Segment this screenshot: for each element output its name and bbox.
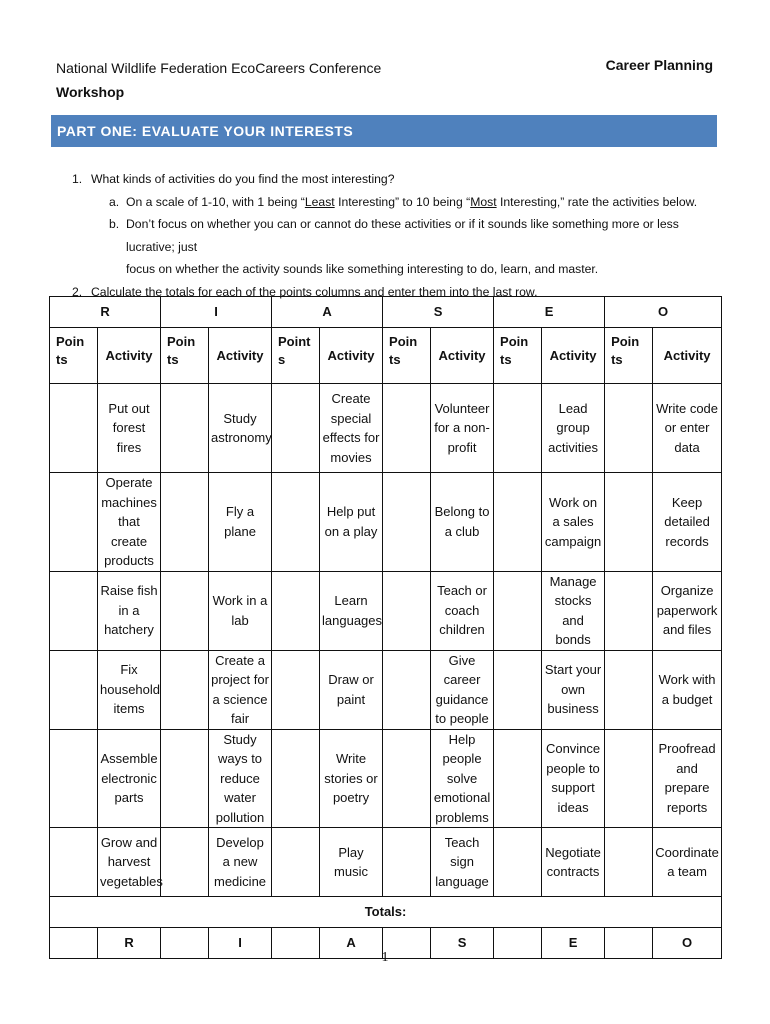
points-input-cell[interactable] <box>383 650 431 729</box>
page-number: 1 <box>381 950 389 965</box>
points-input-cell[interactable] <box>272 828 320 897</box>
total-category-label: I <box>209 928 272 959</box>
points-header: Point s <box>272 328 320 384</box>
activity-cell: Work with a budget <box>653 650 722 729</box>
category-header: I <box>161 297 272 328</box>
activity-header: Activity <box>431 328 494 384</box>
column-header-row <box>50 328 722 384</box>
activity-header: Activity <box>209 328 272 384</box>
points-input-cell[interactable] <box>494 828 542 897</box>
points-input-cell[interactable] <box>272 473 320 572</box>
totals-label: Totals: <box>50 897 722 928</box>
points-header: Poin ts <box>494 328 542 384</box>
category-row <box>50 297 722 328</box>
activity-cell: Fix household items <box>98 650 161 729</box>
points-input-cell[interactable] <box>383 828 431 897</box>
points-input-cell[interactable] <box>50 384 98 473</box>
activity-header: Activity <box>320 328 383 384</box>
instruction-text: On a scale of 1-10, with 1 being “ <box>126 194 305 209</box>
activity-cell: Teach sign language <box>431 828 494 897</box>
points-input-cell[interactable] <box>161 571 209 650</box>
category-header: O <box>605 297 722 328</box>
activity-cell: Study astronomy <box>209 384 272 473</box>
points-input-cell[interactable] <box>272 571 320 650</box>
points-input-cell[interactable] <box>50 828 98 897</box>
points-input-cell[interactable] <box>605 473 653 572</box>
activity-cell: Create a project for a science fair <box>209 650 272 729</box>
points-input-cell[interactable] <box>161 828 209 897</box>
activity-cell: Write stories or poetry <box>320 729 383 828</box>
total-category-label: E <box>542 928 605 959</box>
activity-cell: Create special effects for movies <box>320 384 383 473</box>
points-input-cell[interactable] <box>605 828 653 897</box>
activity-cell: Keep detailed records <box>653 473 722 572</box>
instruction-number: 1. <box>72 172 83 186</box>
activity-cell: Learn languages <box>320 571 383 650</box>
total-category-label: O <box>653 928 722 959</box>
instruction-letter: b. <box>109 217 120 231</box>
activity-cell: Organize paperwork and files <box>653 571 722 650</box>
points-input-cell[interactable] <box>161 650 209 729</box>
points-input-cell[interactable] <box>50 650 98 729</box>
points-input-cell[interactable] <box>383 729 431 828</box>
instructions <box>72 168 712 303</box>
instruction-1a <box>72 191 712 214</box>
points-input-cell[interactable] <box>494 571 542 650</box>
activity-cell: Assemble electronic parts <box>98 729 161 828</box>
instruction-text: Interesting,” rate the activities below. <box>496 194 698 209</box>
points-input-cell[interactable] <box>161 473 209 572</box>
category-header: S <box>383 297 494 328</box>
points-input-cell[interactable] <box>605 384 653 473</box>
total-category-label: R <box>98 928 161 959</box>
activity-cell: Convince people to support ideas <box>542 729 605 828</box>
instruction-text: What kinds of activities do you find the most interesting? <box>91 172 395 186</box>
activity-cell: Help put on a play <box>320 473 383 572</box>
points-input-cell[interactable] <box>50 473 98 572</box>
activity-cell: Raise fish in a hatchery <box>98 571 161 650</box>
category-header: A <box>272 297 383 328</box>
activity-cell: Lead group activities <box>542 384 605 473</box>
instruction-letter: a. <box>109 194 120 209</box>
interest-table <box>49 296 722 959</box>
total-category-label: A <box>320 928 383 959</box>
instruction-text: focus on whether the activity sounds like something interesting to do, learn, and master. <box>126 262 599 276</box>
instruction-text: Don’t focus on whether you can or cannot do these activities or if it sounds like something more or less lucrative; just <box>126 217 679 254</box>
activity-cell: Coordinate a team <box>653 828 722 897</box>
instruction-number: 2. <box>72 284 83 299</box>
points-input-cell[interactable] <box>383 473 431 572</box>
activity-cell: Teach or coach children <box>431 571 494 650</box>
workshop-label: Workshop <box>56 84 125 100</box>
activity-cell: Give career guidance to people <box>431 650 494 729</box>
points-input-cell[interactable] <box>494 384 542 473</box>
activity-cell: Help people solve emotional problems <box>431 729 494 828</box>
table-row <box>50 729 722 828</box>
points-header: Poin ts <box>161 328 209 384</box>
activity-cell: Grow and harvest vegetables <box>98 828 161 897</box>
points-input-cell[interactable] <box>494 473 542 572</box>
instruction-text: Interesting” to 10 being “ <box>334 194 471 209</box>
points-header: Poin ts <box>50 328 98 384</box>
underlined-word: Least <box>304 194 335 209</box>
activity-cell: Work in a lab <box>209 571 272 650</box>
activity-cell: Negotiate contracts <box>542 828 605 897</box>
instruction-text: Calculate the totals for each of the points columns and enter them into the last row. <box>91 284 538 299</box>
conference-name: National Wildlife Federation EcoCareers Conference <box>56 60 382 76</box>
activity-cell: Operate machines that create products <box>98 473 161 572</box>
table-row <box>50 473 722 572</box>
points-input-cell[interactable] <box>50 729 98 828</box>
points-input-cell[interactable] <box>605 571 653 650</box>
points-input-cell[interactable] <box>161 729 209 828</box>
totals-row <box>50 897 722 928</box>
activity-cell: Draw or paint <box>320 650 383 729</box>
underlined-word: Most <box>470 194 497 209</box>
activity-cell: Fly a plane <box>209 473 272 572</box>
points-input-cell[interactable] <box>50 571 98 650</box>
activity-cell: Start your own business <box>542 650 605 729</box>
activity-cell: Volunteer for a non-profit <box>431 384 494 473</box>
activity-cell: Play music <box>320 828 383 897</box>
points-input-cell[interactable] <box>272 729 320 828</box>
points-input-cell[interactable] <box>605 650 653 729</box>
points-input-cell[interactable] <box>272 384 320 473</box>
table-row <box>50 828 722 897</box>
activity-cell: Proofread and prepare reports <box>653 729 722 828</box>
category-header: R <box>50 297 161 328</box>
activity-header: Activity <box>98 328 161 384</box>
activity-cell: Put out forest fires <box>98 384 161 473</box>
instruction-1b <box>72 213 712 281</box>
activity-header: Activity <box>542 328 605 384</box>
header-right-title: Career Planning <box>605 57 713 73</box>
header-left <box>56 56 381 104</box>
activity-cell: Write code or enter data <box>653 384 722 473</box>
points-input-cell[interactable] <box>383 571 431 650</box>
points-header: Poin ts <box>605 328 653 384</box>
activity-header: Activity <box>653 328 722 384</box>
table-row <box>50 650 722 729</box>
points-input-cell[interactable] <box>494 729 542 828</box>
table-row <box>50 384 722 473</box>
total-category-label: S <box>431 928 494 959</box>
section-banner: PART ONE: EVALUATE YOUR INTERESTS <box>51 115 717 147</box>
points-input-cell[interactable] <box>161 384 209 473</box>
activity-cell: Manage stocks and bonds <box>542 571 605 650</box>
points-header: Poin ts <box>383 328 431 384</box>
points-input-cell[interactable] <box>494 650 542 729</box>
activity-cell: Develop a new medicine <box>209 828 272 897</box>
activity-cell: Work on a sales campaign <box>542 473 605 572</box>
points-input-cell[interactable] <box>605 729 653 828</box>
activity-cell: Belong to a club <box>431 473 494 572</box>
table-row <box>50 571 722 650</box>
instruction-1 <box>72 168 712 191</box>
points-input-cell[interactable] <box>272 650 320 729</box>
activity-cell: Study ways to reduce water pollution <box>209 729 272 828</box>
category-header: E <box>494 297 605 328</box>
points-input-cell[interactable] <box>383 384 431 473</box>
